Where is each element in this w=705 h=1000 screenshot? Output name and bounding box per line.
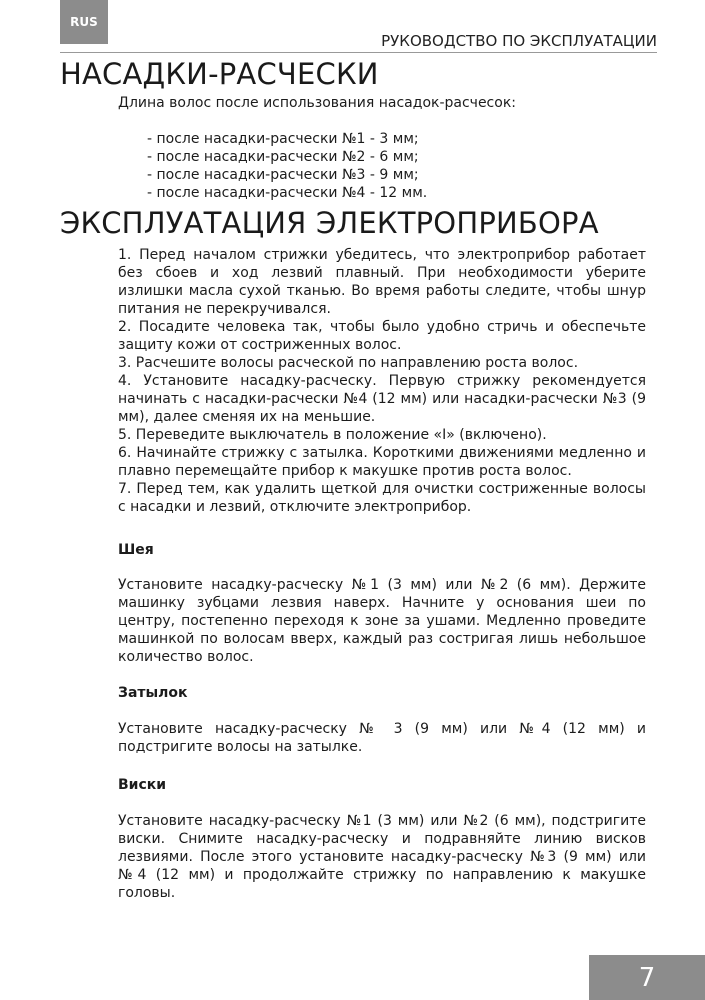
neck-instructions: Установите насадку-расческу №1 (3 мм) или №2 (6 мм). Держите машинку зубцами лезвия наверх. Начните у основания шеи по центру, постепенно переходя к зоне за ушами. Медленно проведите машинкой по волосам вверх, каждый раз состригая лишь небольшое количество волос. — [118, 577, 646, 665]
section-title-operation: ЭКСПЛУАТАЦИЯ ЭЛЕКТРОПРИБОРА — [60, 206, 599, 240]
subheading-neck: Шея — [118, 542, 154, 558]
subheading-back-of-head: Затылок — [118, 685, 188, 701]
step-paragraph: 3. Расчешите волосы расческой по направлению роста волос. — [118, 355, 579, 371]
language-tab: RUS — [60, 0, 108, 44]
step-paragraph: 4. Установите насадку-расческу. Первую стрижку рекомендуется начинать с насадки-расчески №4 (12 мм) или насадки-расчески №3 (9 мм), далее сменяя их на меньшие. — [118, 373, 646, 425]
attachments-intro: Длина волос после использования насадок-расчесок: — [118, 95, 516, 111]
page-number: 7 — [589, 955, 705, 1000]
subheading-temples: Виски — [118, 777, 167, 793]
operation-steps — [118, 246, 646, 516]
step-paragraph: 5. Переведите выключатель в положение «I» (включено). — [118, 427, 547, 443]
step-paragraph: 1. Перед началом стрижки убедитесь, что электроприбор работает без сбоев и ход лезвий плавный. При необходимости уберите излишки масла сухой тканью. Во время работы следите, чтобы шнур питания не перекручивался. — [118, 247, 646, 317]
header-divider — [60, 52, 657, 53]
back-of-head-instructions: Установите насадку-расческу № 3 (9 мм) или №4 (12 мм) и подстригите волосы на затылке. — [118, 721, 646, 755]
list-item: - после насадки-расчески №1 - 3 мм; — [147, 131, 419, 147]
manual-title: РУКОВОДСТВО ПО ЭКСПЛУАТАЦИИ — [381, 32, 657, 50]
step-paragraph: 2. Посадите человека так, чтобы было удобно стричь и обеспечьте защиту кожи от состриженных волос. — [118, 319, 646, 353]
attachment-lengths-list — [147, 130, 427, 202]
temples-instructions: Установите насадку-расческу №1 (3 мм) или №2 (6 мм), подстригите виски. Снимите насадку-расческу и подравняйте линию висков лезвиями. После этого установите насадку-расческу №3 (9 мм) или №4 (12 мм) и продолжайте стрижку по направлению к макушке головы. — [118, 813, 646, 901]
list-item: - после насадки-расчески №4 - 12 мм. — [147, 185, 428, 201]
section-title-attachments: НАСАДКИ-РАСЧЕСКИ — [60, 57, 379, 91]
step-paragraph: 6. Начинайте стрижку с затылка. Короткими движениями медленно и плавно перемещайте прибор к макушке против роста волос. — [118, 445, 646, 479]
list-item: - после насадки-расчески №3 - 9 мм; — [147, 167, 419, 183]
list-item: - после насадки-расчески №2 - 6 мм; — [147, 149, 419, 165]
step-paragraph: 7. Перед тем, как удалить щеткой для очистки состриженные волосы с насадки и лезвий, отключите электроприбор. — [118, 481, 646, 515]
